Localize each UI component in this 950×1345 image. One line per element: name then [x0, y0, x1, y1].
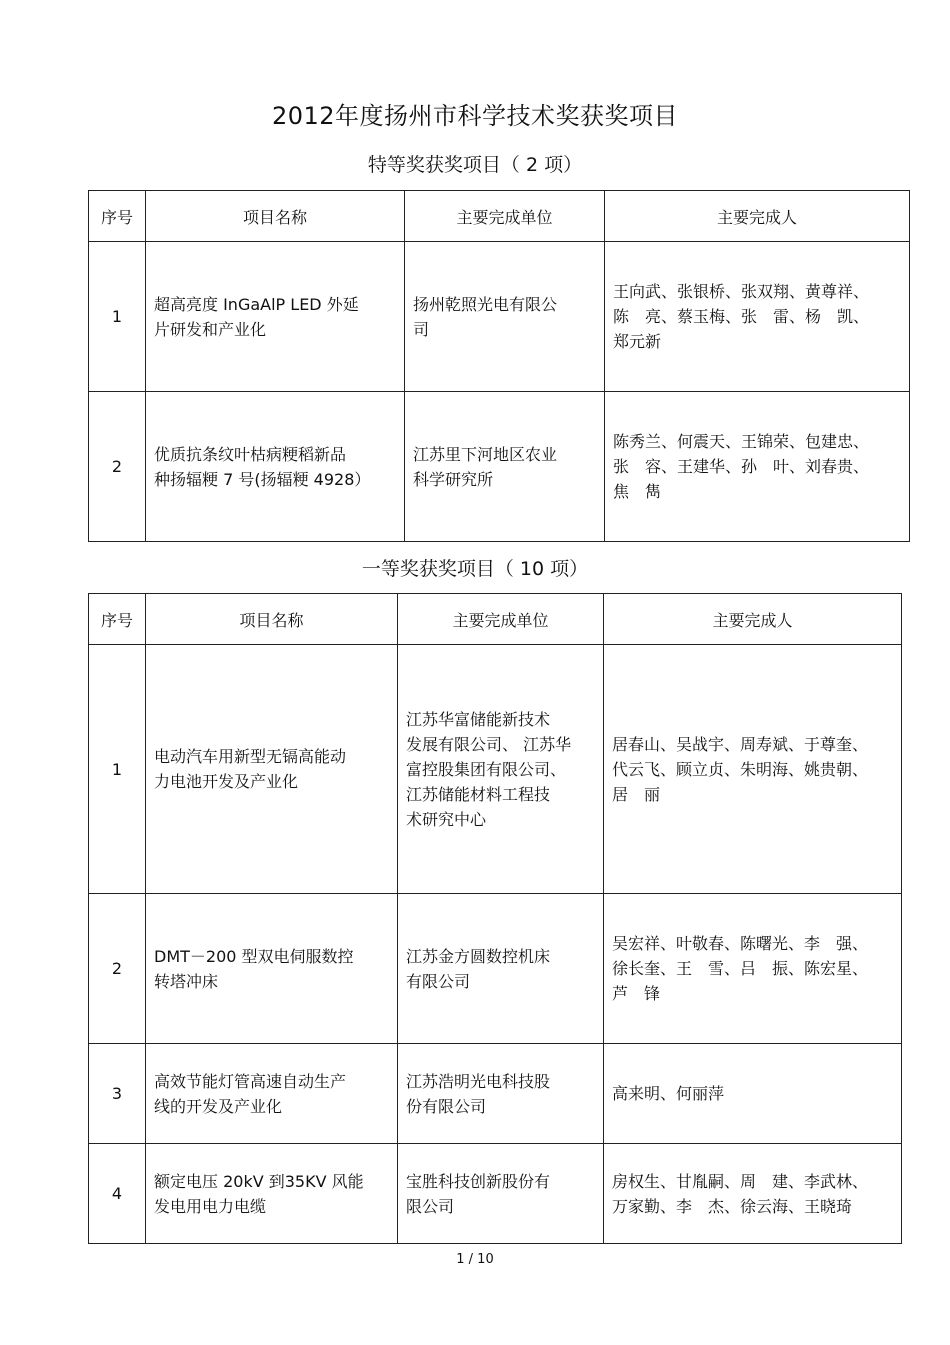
- project-name-cell: [146, 645, 398, 894]
- row-number: 2: [89, 894, 146, 1044]
- row-number: 1: [89, 645, 146, 894]
- page-number: 1 / 10: [456, 1252, 494, 1267]
- row-number: 4: [89, 1144, 146, 1244]
- header-unit: 主要完成单位: [398, 594, 604, 645]
- page-title: 2012年度扬州市科学技术奖获奖项目: [271, 102, 679, 130]
- header-people: 主要完成人: [604, 594, 902, 645]
- row-number: 1: [89, 242, 146, 392]
- project-name-line: 力电池开发及产业化: [154, 772, 299, 791]
- unit-line: 扬州乾照光电有限公: [413, 294, 558, 314]
- people-line: 居春山、吴战宇、周寿斌、于尊奎、: [612, 734, 869, 754]
- header-unit: 主要完成单位: [405, 191, 605, 242]
- people-line: 万家勤、李 杰、徐云海、王晓琦: [612, 1196, 853, 1216]
- header-no: 序号: [89, 594, 146, 645]
- project-name-cell: [146, 894, 398, 1044]
- people-line: 芦 锋: [612, 984, 661, 1003]
- unit-line: 江苏金方圆数控机床: [406, 946, 551, 966]
- unit-line: 富控股集团有限公司、: [406, 759, 567, 779]
- people-line: 郑元新: [613, 332, 662, 351]
- project-name-line: DMT－200 型双电伺服数控: [154, 946, 354, 966]
- project-name-line: 发电用电力电缆: [154, 1196, 267, 1216]
- unit-cell: [398, 645, 604, 894]
- people-line: 张 容、王建华、孙 叶、刘春贵、: [613, 457, 870, 476]
- unit-cell: [405, 242, 605, 392]
- people-line: 房权生、甘胤嗣、周 建、李武林、: [612, 1171, 869, 1191]
- unit-cell: [398, 894, 604, 1044]
- people-line: 陈 亮、蔡玉梅、张 雷、杨 凯、: [613, 307, 870, 326]
- header-no: 序号: [89, 191, 146, 242]
- table-row: [89, 1044, 902, 1144]
- table-row: [89, 242, 910, 392]
- header-project-name: 项目名称: [146, 191, 405, 242]
- unit-cell: [405, 392, 605, 542]
- people-cell: [604, 645, 902, 894]
- unit-line: 有限公司: [406, 971, 471, 991]
- project-name-cell: [146, 392, 405, 542]
- unit-line: 限公司: [406, 1196, 455, 1216]
- project-name-cell: [146, 1044, 398, 1144]
- project-name-line: 线的开发及产业化: [154, 1096, 283, 1116]
- table-header-row: [89, 594, 902, 645]
- first-award-heading: 一等奖获奖项目（ 10 项）: [361, 558, 589, 580]
- unit-line: 江苏储能材料工程技: [406, 784, 551, 804]
- table-row: [89, 392, 910, 542]
- table-header-row: [89, 191, 910, 242]
- header-project-name: 项目名称: [146, 594, 398, 645]
- table-row: [89, 1144, 902, 1244]
- table-row: [89, 894, 902, 1044]
- first-award-table: [88, 593, 902, 1244]
- people-line: 徐长奎、王 雪、吕 振、陈宏星、: [612, 959, 869, 978]
- people-line: 王向武、张银桥、张双翔、黄尊祥、: [613, 282, 870, 301]
- unit-line: 司: [413, 319, 430, 339]
- people-line: 高来明、何丽萍: [612, 1084, 725, 1103]
- project-name-cell: [146, 1144, 398, 1244]
- unit-line: 江苏浩明光电科技股: [406, 1071, 551, 1091]
- unit-line: 发展有限公司、 江苏华: [406, 734, 572, 754]
- row-number: 3: [89, 1044, 146, 1144]
- people-line: 吴宏祥、叶敬春、陈曙光、李 强、: [612, 934, 869, 953]
- project-name-line: 高效节能灯管高速自动生产: [154, 1071, 347, 1091]
- unit-cell: [398, 1044, 604, 1144]
- project-name-line: 超高亮度 InGaAlP LED 外延: [154, 294, 359, 314]
- header-people: 主要完成人: [605, 191, 910, 242]
- special-award-table: [88, 190, 910, 542]
- table-row: [89, 645, 902, 894]
- unit-line: 江苏华富储能新技术: [406, 709, 551, 729]
- project-name-line: 片研发和产业化: [154, 319, 267, 339]
- people-cell: [605, 242, 910, 392]
- people-cell: [604, 1144, 902, 1244]
- unit-line: 宝胜科技创新股份有: [406, 1171, 551, 1191]
- project-name-line: 转塔冲床: [154, 971, 219, 991]
- people-line: 代云飞、顾立贞、朱明海、姚贵朝、: [612, 759, 869, 779]
- unit-cell: [398, 1144, 604, 1244]
- people-cell: [604, 894, 902, 1044]
- project-name-line: 种扬辐粳 7 号(扬辐粳 4928）: [154, 469, 371, 489]
- people-line: 焦 雋: [613, 482, 662, 501]
- project-name-cell: [146, 242, 405, 392]
- unit-line: 份有限公司: [406, 1096, 487, 1116]
- unit-line: 科学研究所: [413, 469, 494, 489]
- people-cell: [604, 1044, 902, 1144]
- project-name-line: 额定电压 20kV 到35KV 风能: [154, 1171, 364, 1191]
- people-line: 居 丽: [612, 784, 661, 804]
- people-line: 陈秀兰、何震天、王锦荣、包建忠、: [613, 432, 870, 451]
- special-award-heading: 特等奖获奖项目（ 2 项）: [367, 154, 583, 176]
- row-number: 2: [89, 392, 146, 542]
- people-cell: [605, 392, 910, 542]
- project-name-line: 电动汽车用新型无镉高能动: [154, 747, 347, 766]
- unit-line: 江苏里下河地区农业: [413, 444, 558, 464]
- project-name-line: 优质抗条纹叶枯病粳稻新品: [154, 444, 347, 464]
- unit-line: 术研究中心: [406, 809, 487, 829]
